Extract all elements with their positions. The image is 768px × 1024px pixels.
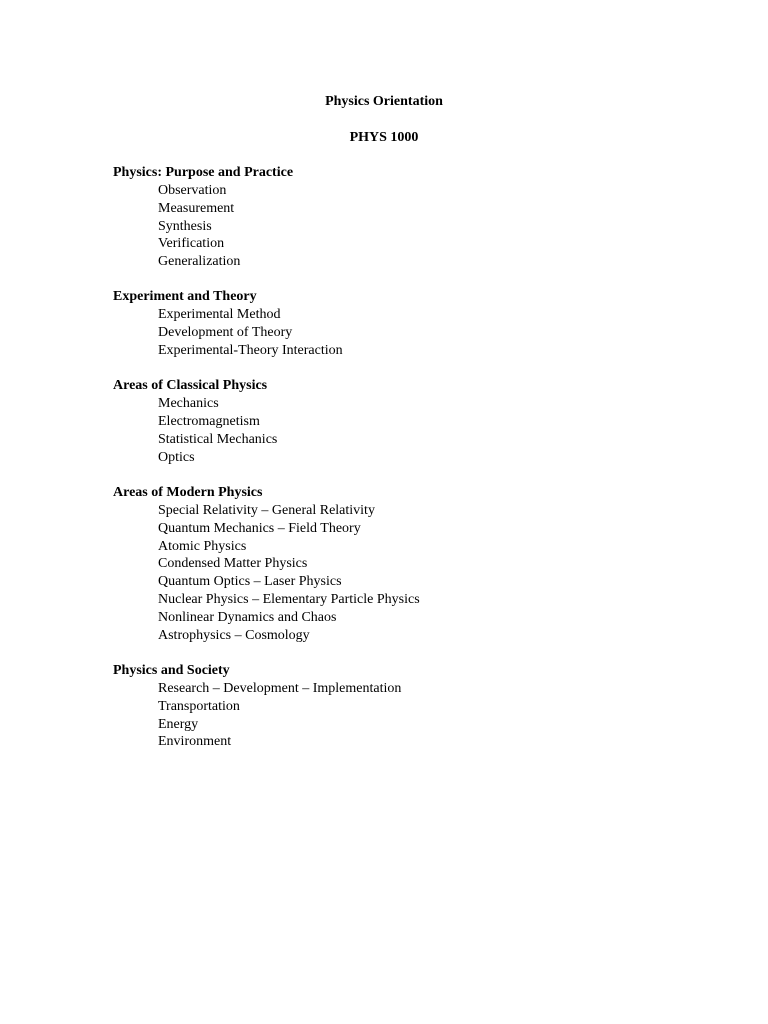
section-experiment-and-theory	[113, 288, 713, 359]
topic-outline	[113, 164, 713, 769]
list-item: Nonlinear Dynamics and Chaos	[158, 609, 337, 625]
list-item: Experimental-Theory Interaction	[158, 343, 343, 359]
list-item: Astrophysics – Cosmology	[158, 627, 310, 643]
section-physics-and-society	[113, 662, 713, 751]
topic-list	[113, 306, 713, 359]
list-item: Generalization	[158, 254, 241, 270]
list-item: Special Relativity – General Relativity	[158, 503, 375, 519]
section-classical-physics	[113, 377, 713, 466]
list-item: Research – Development – Implementation	[158, 680, 402, 696]
list-item: Atomic Physics	[158, 538, 247, 554]
list-item: Optics	[158, 449, 195, 465]
section-heading: Physics: Purpose and Practice	[113, 165, 294, 180]
list-item: Observation	[158, 183, 227, 198]
list-item: Experimental Method	[158, 307, 281, 323]
list-item: Statistical Mechanics	[158, 431, 278, 447]
list-item: Mechanics	[158, 396, 219, 412]
list-item: Condensed Matter Physics	[158, 556, 308, 572]
list-item: Nuclear Physics – Elementary Particle Physics	[158, 592, 420, 608]
topic-list	[113, 182, 713, 271]
topic-list	[113, 395, 713, 466]
list-item: Environment	[158, 734, 232, 750]
section-heading: Areas of Classical Physics	[113, 378, 268, 394]
list-item: Electromagnetism	[158, 414, 260, 430]
section-heading: Physics and Society	[113, 662, 230, 678]
course-code: PHYS 1000	[349, 130, 419, 145]
section-modern-physics	[113, 484, 713, 644]
section-heading: Experiment and Theory	[113, 289, 257, 305]
topic-list	[113, 502, 713, 644]
document-title: Physics Orientation	[325, 94, 443, 109]
section-heading: Areas of Modern Physics	[113, 485, 263, 501]
list-item: Measurement	[158, 200, 235, 216]
topic-list	[113, 680, 713, 751]
list-item: Transportation	[158, 698, 240, 714]
list-item: Quantum Mechanics – Field Theory	[158, 520, 361, 536]
list-item: Synthesis	[158, 218, 212, 234]
list-item: Energy	[158, 716, 199, 732]
section-purpose-and-practice	[113, 164, 713, 271]
list-item: Quantum Optics – Laser Physics	[158, 574, 342, 590]
list-item: Development of Theory	[158, 325, 293, 341]
list-item: Verification	[158, 236, 225, 252]
